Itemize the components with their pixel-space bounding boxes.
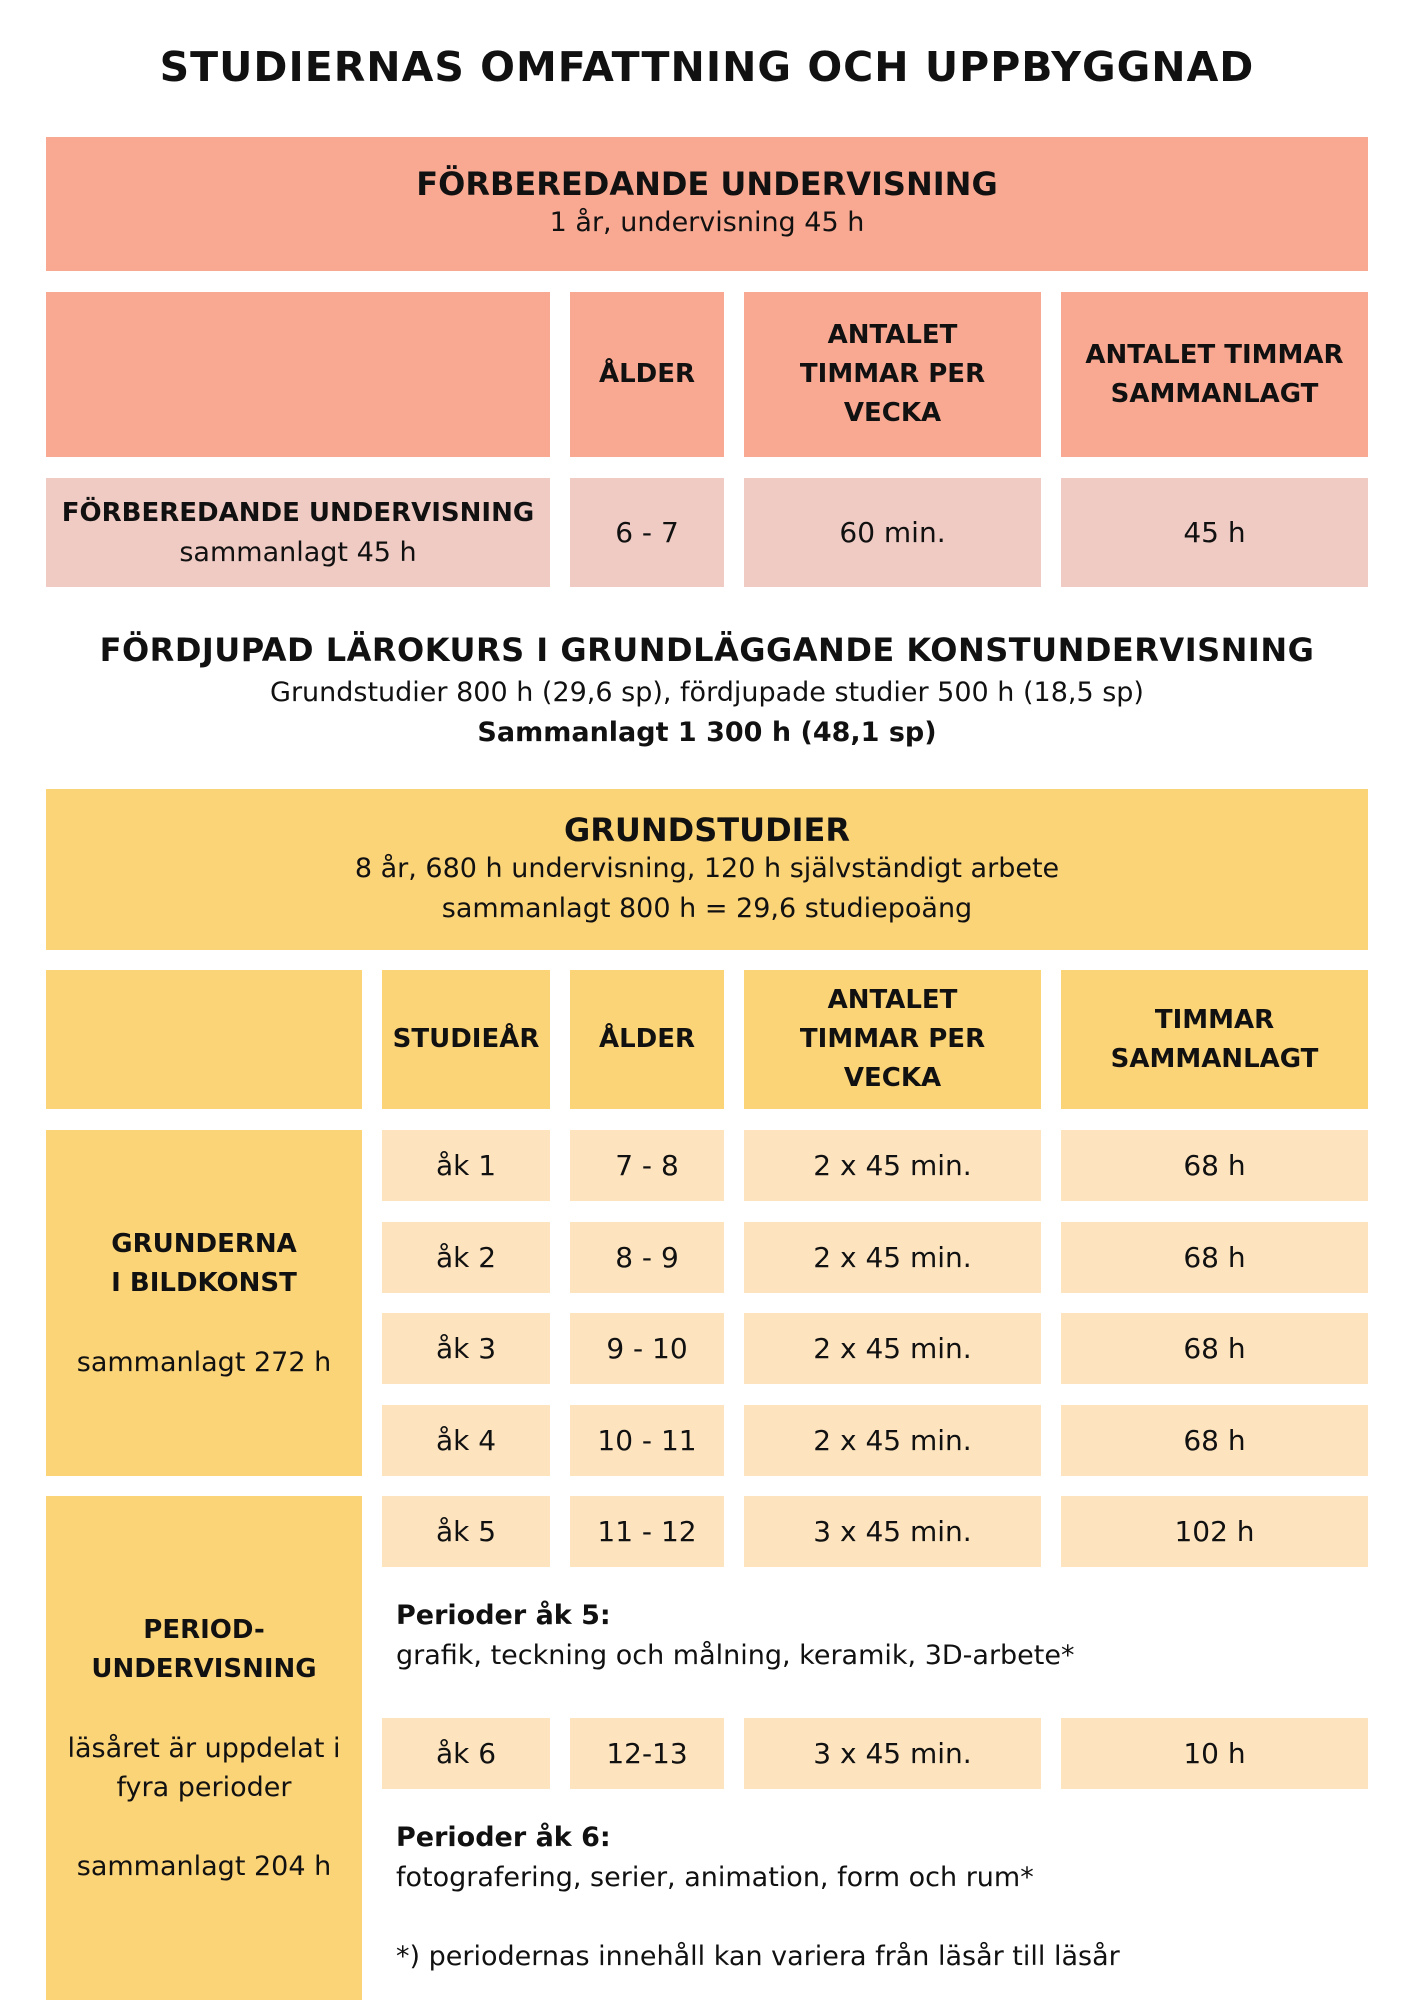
preparatory-row-sub: sammanlagt 45 h [179,536,417,568]
row2-age: 8 - 9 [570,1222,724,1293]
row4-age: 10 - 11 [570,1405,724,1476]
preparatory-title: FÖRBEREDANDE UNDERVISNING [416,165,998,203]
row5-age: 11 - 12 [570,1496,724,1567]
basic-band [46,789,1368,950]
row2-total: 68 h [1061,1222,1368,1293]
basic-header-per-week: ANTALET TIMMAR PER VECKA [744,970,1041,1109]
basic-header-total: TIMMAR SAMMANLAGT [1061,970,1368,1109]
group-basics-sub: sammanlagt 272 h [76,1346,332,1378]
basic-header-empty [46,970,362,1109]
preparatory-header-empty [46,292,550,457]
row4-year: åk 4 [382,1405,550,1476]
basic-header-year: STUDIEÅR [382,970,550,1109]
basic-title: GRUNDSTUDIER [563,810,851,849]
page-title: STUDIERNAS OMFATTNING OCH UPPBYGGNAD [159,43,1255,91]
advanced-line1: Grundstudier 800 h (29,6 sp), fördjupade studier 500 h (18,5 sp) [270,677,1144,708]
row5-total: 102 h [1061,1496,1368,1567]
group-basics-title-2: I BILDKONST [111,1267,297,1298]
group-period-title-2: UNDERVISNING [91,1653,317,1684]
row5-year: åk 5 [382,1496,550,1567]
preparatory-row-per-week: 60 min. [744,478,1041,587]
preparatory-row-age: 6 - 7 [570,478,724,587]
row1-age: 7 - 8 [570,1130,724,1201]
footnote: *) periodernas innehåll kan variera från läsår till läsår [396,1941,1120,1972]
preparatory-header-per-week: ANTALET TIMMAR PER VECKA [744,292,1041,457]
group-period-label [46,1496,362,2000]
preparatory-row-label [46,478,550,587]
row3-age: 9 - 10 [570,1313,724,1384]
row2-per-week: 2 x 45 min. [744,1222,1041,1293]
row6-total: 10 h [1061,1718,1368,1789]
preparatory-subtitle: 1 år, undervisning 45 h [549,207,865,238]
preparatory-row-title: FÖRBEREDANDE UNDERVISNING [61,497,535,528]
preparatory-row-total: 45 h [1061,478,1368,587]
group-period-sub-3: sammanlagt 204 h [76,1850,332,1882]
row3-per-week: 2 x 45 min. [744,1313,1041,1384]
periods5-text: grafik, teckning och målning, keramik, 3D-arbete* [396,1640,1075,1671]
row1-year: åk 1 [382,1130,550,1201]
row3-total: 68 h [1061,1313,1368,1384]
group-period-sub-2: fyra perioder [116,1771,292,1803]
row4-per-week: 2 x 45 min. [744,1405,1041,1476]
group-period-sub-1: läsåret är uppdelat i [67,1732,341,1764]
row2-year: åk 2 [382,1222,550,1293]
advanced-line2: Sammanlagt 1 300 h (48,1 sp) [477,717,937,748]
periods6-text: fotografering, serier, animation, form och rum* [396,1862,1034,1893]
row4-total: 68 h [1061,1405,1368,1476]
periods6-title: Perioder åk 6: [396,1822,611,1853]
group-basics-label [46,1130,362,1476]
row5-per-week: 3 x 45 min. [744,1496,1041,1567]
basic-line2: sammanlagt 800 h = 29,6 studiepoäng [441,892,973,924]
preparatory-header-age: ÅLDER [570,292,724,457]
group-period-title-1: PERIOD- [143,1614,265,1645]
row1-per-week: 2 x 45 min. [744,1130,1041,1201]
basic-line1: 8 år, 680 h undervisning, 120 h självständigt arbete [354,852,1060,884]
row6-per-week: 3 x 45 min. [744,1718,1041,1789]
group-basics-title-1: GRUNDERNA [111,1228,297,1259]
row6-age: 12-13 [570,1718,724,1789]
advanced-title: FÖRDJUPAD LÄROKURS I GRUNDLÄGGANDE KONSTUNDERVISNING [99,631,1315,669]
row6-year: åk 6 [382,1718,550,1789]
preparatory-band [46,137,1368,271]
row3-year: åk 3 [382,1313,550,1384]
row1-total: 68 h [1061,1130,1368,1201]
preparatory-header-total: ANTALET TIMMAR SAMMANLAGT [1061,292,1368,457]
periods5-title: Perioder åk 5: [396,1600,611,1631]
basic-header-age: ÅLDER [570,970,724,1109]
